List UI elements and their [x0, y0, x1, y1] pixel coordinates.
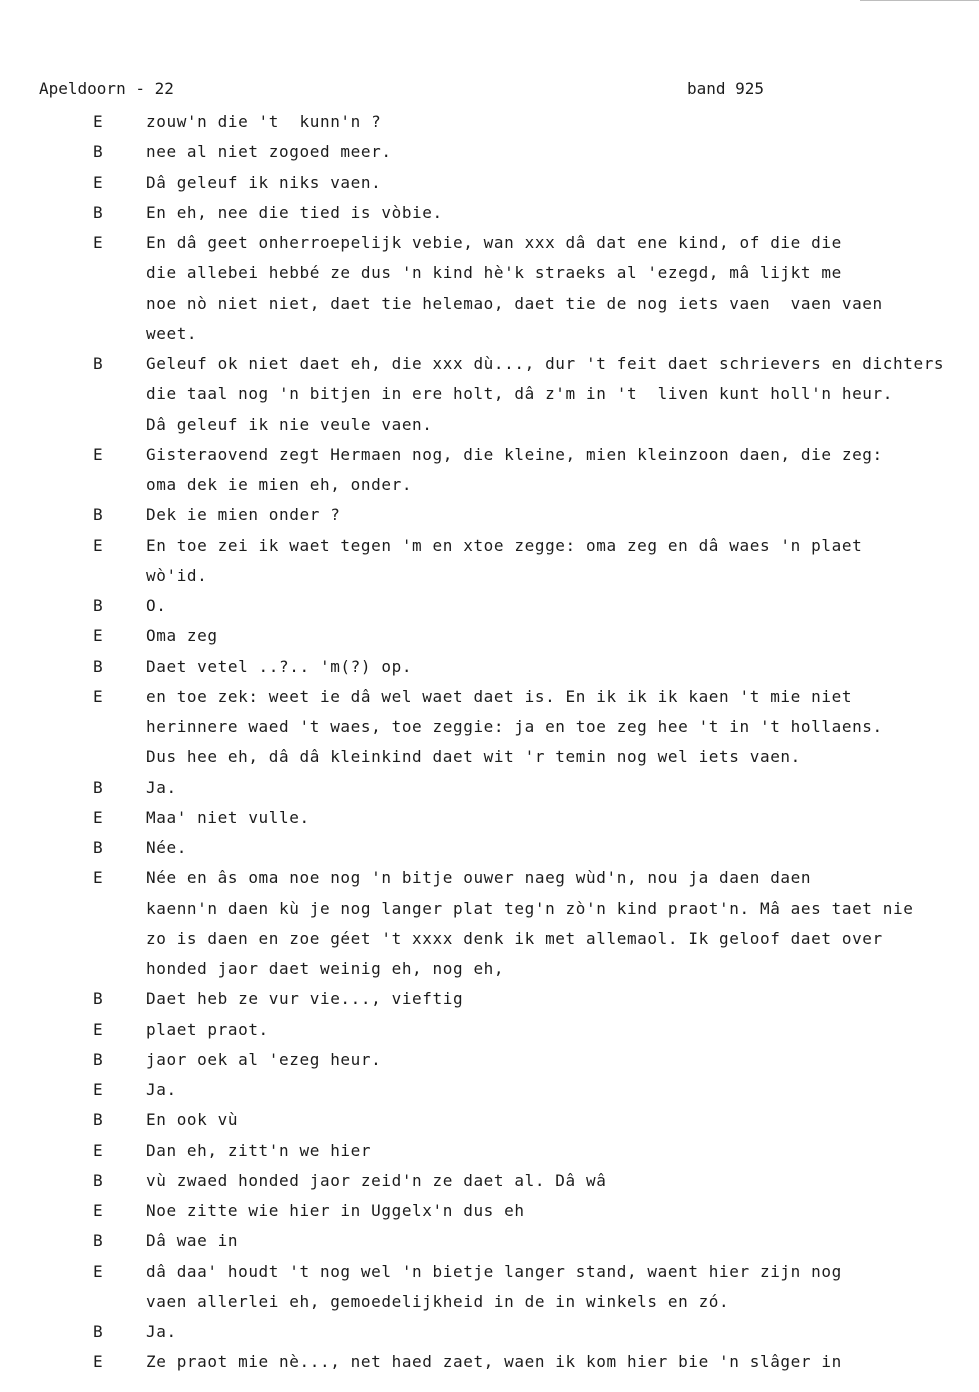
transcript-line: [0, 655, 979, 679]
transcript-line: [0, 534, 979, 558]
transcript-line: [0, 1199, 979, 1223]
speaker-label: E: [93, 444, 103, 464]
transcript-line: [0, 413, 979, 437]
transcript-line: [0, 352, 979, 376]
utterance-text: En ook vù: [146, 1110, 239, 1130]
transcript-line: [0, 231, 979, 255]
utterance-text: Ja.: [146, 1322, 177, 1341]
utterance-text: Dan eh, zitt'n we hier: [146, 1140, 372, 1160]
utterance-text: En toe zei ik waet tegen 'm en xtoe zegge: oma zeg en dâ waes 'n plaet: [146, 535, 863, 555]
transcript-line: [0, 776, 979, 800]
transcript-line: [0, 1169, 979, 1193]
transcript-line: [0, 897, 979, 921]
transcript-line: [0, 715, 979, 739]
utterance-text: Ja.: [146, 777, 177, 797]
utterance-text: die allebei hebbé ze dus 'n kind hè'k straeks al 'ezegd, mâ lijkt me: [146, 263, 842, 283]
utterance-text: honded jaor daet weinig eh, nog eh,: [146, 959, 505, 978]
utterance-text: Oma zeg: [146, 626, 218, 646]
utterance-text: En eh, nee die tied is vòbie.: [146, 202, 443, 222]
transcript-line: [0, 685, 979, 709]
utterance-text: Maa' niet vulle.: [146, 807, 310, 827]
utterance-text: vaen allerlei eh, gemoedelijkheid in de in winkels en zó.: [146, 1291, 730, 1311]
speaker-label: E: [93, 1140, 103, 1160]
transcript-line: [0, 503, 979, 527]
speaker-label: E: [93, 1352, 103, 1372]
utterance-text: weet.: [146, 323, 198, 343]
speaker-label: B: [93, 202, 103, 222]
transcript-line: [0, 1018, 979, 1042]
transcript-line: [0, 140, 979, 164]
transcript-line: [0, 866, 979, 890]
transcript-line: [0, 745, 979, 769]
speaker-label: B: [93, 656, 103, 676]
transcript-line: [0, 1320, 979, 1344]
speaker-label: E: [93, 1261, 103, 1281]
header-location: Apeldoorn - 22: [39, 79, 174, 98]
transcript-line: [0, 201, 979, 225]
transcript-line: [0, 171, 979, 195]
transcript-line: [0, 110, 979, 134]
utterance-text: herinnere waed 't waes, toe zeggie: ja en toe zeg hee 't in 't hollaens.: [146, 717, 883, 736]
transcript-line: [0, 927, 979, 951]
utterance-text: Dâ wae in: [146, 1231, 239, 1251]
utterance-text: noe nò niet niet, daet tie helemao, daet tie de nog iets vaen vaen vaen: [146, 293, 883, 313]
transcript-line: [0, 957, 979, 981]
speaker-label: B: [93, 505, 103, 525]
transcript-line: [0, 624, 979, 648]
utterance-text: Dâ geleuf ik niks vaen.: [146, 172, 382, 192]
utterance-text: Née en âs oma noe nog 'n bitje ouwer naeg wùd'n, nou ja daen daen: [146, 868, 812, 888]
transcript-line: [0, 1260, 979, 1284]
transcript-line: [0, 806, 979, 830]
utterance-text: plaet praot.: [146, 1019, 269, 1039]
utterance-text: Gisteraovend zegt Hermaen nog, die kleine, mien kleinzoon daen, die zeg:: [146, 444, 883, 464]
transcript-line: [0, 1290, 979, 1314]
speaker-label: E: [93, 626, 103, 646]
speaker-label: B: [93, 1322, 103, 1341]
utterance-text: wò'id.: [146, 565, 208, 585]
transcript-line: [0, 292, 979, 316]
utterance-text: die taal nog 'n bitjen in ere holt, dâ z'm in 't liven kunt holl'n heur.: [146, 384, 893, 404]
page-header: [39, 79, 979, 101]
speaker-label: E: [93, 868, 103, 888]
speaker-label: B: [93, 1231, 103, 1251]
utterance-text: En dâ geet onherroepelijk vebie, wan xxx dâ dat ene kind, of die die: [146, 233, 842, 252]
utterance-text: Daet heb ze vur vie..., vieftig: [146, 989, 464, 1009]
transcript-line: [0, 382, 979, 406]
speaker-label: B: [93, 1170, 103, 1190]
speaker-label: B: [93, 1110, 103, 1130]
speaker-label: B: [93, 1049, 103, 1069]
transcript-line: [0, 473, 979, 497]
speaker-label: E: [93, 1201, 103, 1220]
utterance-text: Daet vetel ..?.. 'm(?) op.: [146, 656, 413, 676]
utterance-text: zo is daen en zoe géet 't xxxx denk ik met allemaol. Ik geloof daet over: [146, 928, 883, 948]
utterance-text: Dek ie mien onder ?: [146, 505, 341, 525]
utterance-text: O.: [146, 596, 167, 615]
utterance-text: nee al niet zogoed meer.: [146, 142, 392, 162]
transcript-line: [0, 1048, 979, 1072]
speaker-label: B: [93, 142, 103, 162]
speaker-label: E: [93, 172, 103, 192]
utterance-text: Geleuf ok niet daet eh, die xxx dù..., dur 't feit daet schrievers en dichters: [146, 354, 945, 373]
speaker-label: E: [93, 233, 103, 252]
utterance-text: Dus hee eh, dâ dâ kleinkind daet wit 'r temin nog wel iets vaen.: [146, 747, 801, 767]
transcript-line: [0, 987, 979, 1011]
transcript-line: [0, 1229, 979, 1253]
speaker-label: E: [93, 686, 103, 706]
utterance-text: en toe zek: weet ie dâ wel waet daet is. En ik ik ik kaen 't mie niet: [146, 686, 853, 706]
utterance-text: Dâ geleuf ik nie veule vaen.: [146, 414, 433, 434]
transcript-line: [0, 443, 979, 467]
transcript-line: [0, 564, 979, 588]
speaker-label: E: [93, 1080, 103, 1099]
utterance-text: Ze praot mie nè..., net haed zaet, waen ik kom hier bie 'n slâger in: [146, 1352, 842, 1372]
top-edge-rule: [860, 0, 979, 1]
speaker-label: E: [93, 1019, 103, 1039]
utterance-text: dâ daa' houdt 't nog wel 'n bietje langer stand, waent hier zijn nog: [146, 1261, 842, 1281]
transcript-line: [0, 1108, 979, 1132]
speaker-label: B: [93, 596, 103, 615]
transcript-line: [0, 836, 979, 860]
transcript-line: [0, 1139, 979, 1163]
speaker-label: B: [93, 777, 103, 797]
utterance-text: Noe zitte wie hier in Uggelx'n dus eh: [146, 1201, 525, 1220]
utterance-text: jaor oek al 'ezeg heur.: [146, 1049, 382, 1069]
speaker-label: B: [93, 838, 103, 857]
header-tape-number: band 925: [687, 79, 765, 98]
utterance-text: kaenn'n daen kù je nog langer plat teg'n zò'n kind praot'n. Mâ aes taet nie: [146, 898, 914, 918]
transcript-line: [0, 261, 979, 285]
speaker-label: E: [93, 112, 103, 131]
transcript-line: [0, 594, 979, 618]
utterance-text: Née.: [146, 838, 187, 857]
speaker-label: E: [93, 535, 103, 555]
transcript-line: [0, 322, 979, 346]
transcript-line: [0, 1078, 979, 1102]
utterance-text: zouw'n die 't kunn'n ?: [146, 112, 382, 131]
utterance-text: vù zwaed honded jaor zeid'n ze daet al. Dâ wâ: [146, 1170, 607, 1190]
utterance-text: oma dek ie mien eh, onder.: [146, 475, 413, 494]
transcript-line: [0, 1350, 979, 1374]
utterance-text: Ja.: [146, 1080, 177, 1099]
speaker-label: B: [93, 354, 103, 373]
speaker-label: B: [93, 989, 103, 1009]
speaker-label: E: [93, 807, 103, 827]
